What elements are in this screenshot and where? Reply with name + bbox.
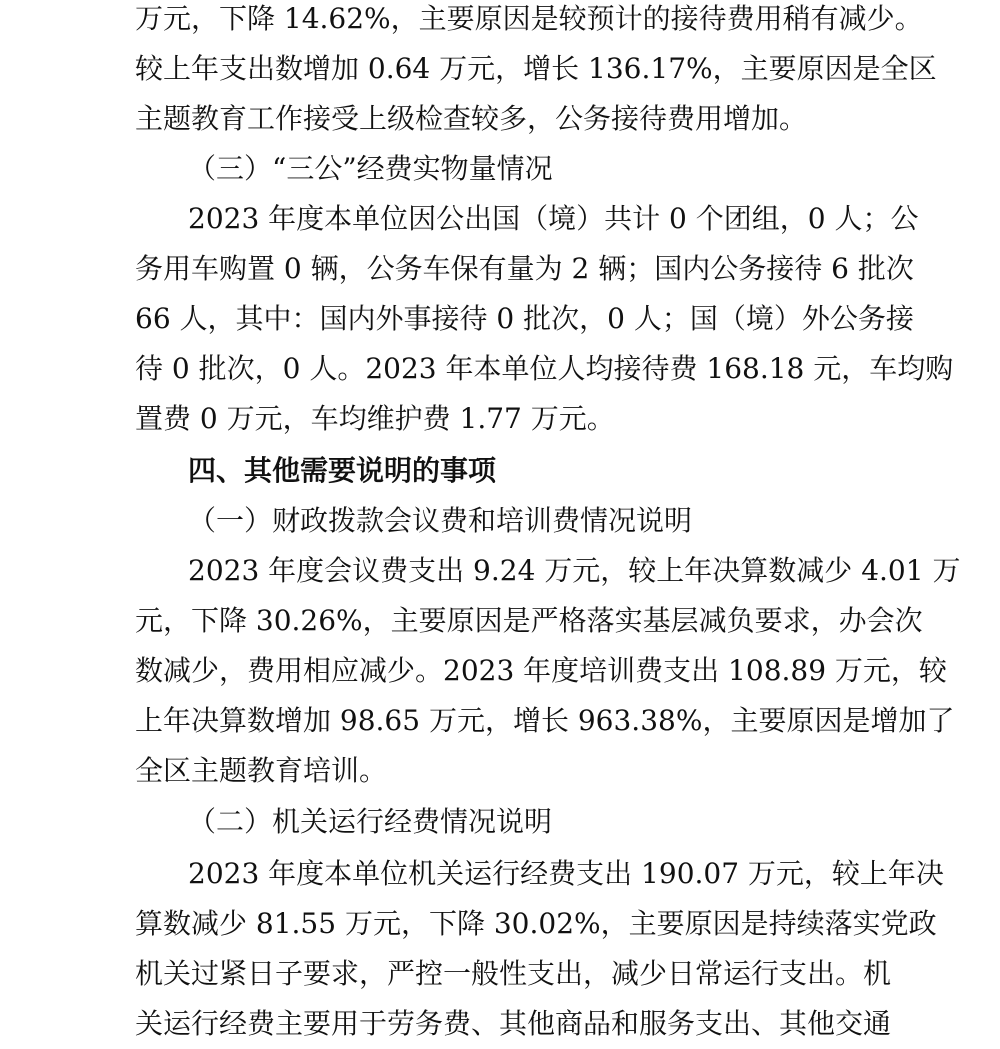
subsection-heading: （二）机关运行经费情况说明 [188,805,553,838]
body-line: 66 人，其中：国内外事接待 0 批次，0 人；国（境）外公务接 [135,302,914,335]
body-line: 待 0 批次，0 人。2023 年本单位人均接待费 168.18 元，车均购 [135,352,954,385]
subsection-heading: （一）财政拨款会议费和培训费情况说明 [188,504,693,537]
body-line: 2023 年度本单位机关运行经费支出 190.07 万元，较上年决 [188,857,944,890]
body-line: 机关过紧日子要求，严控一般性支出，减少日常运行支出。机 [135,957,892,990]
body-line: 主题教育工作接受上级检查较多，公务接待费用增加。 [135,102,808,135]
body-line: 元，下降 30.26%，主要原因是严格落实基层减负要求，办会次 [135,604,923,637]
body-line: 关运行经费主要用于劳务费、其他商品和服务支出、其他交通 [135,1007,892,1040]
section-heading: 四、其他需要说明的事项 [188,454,497,487]
body-line: 上年决算数增加 98.65 万元，增长 963.38%，主要原因是增加了 [135,704,955,737]
body-line: 全区主题教育培训。 [135,754,388,787]
body-line: 2023 年度会议费支出 9.24 万元，较上年决算数减少 4.01 万 [188,554,961,587]
body-line: 万元，下降 14.62%，主要原因是较预计的接待费用稍有减少。 [135,2,923,35]
body-line: 务用车购置 0 辆，公务车保有量为 2 辆；国内公务接待 6 批次 [135,252,914,285]
subsection-heading: （三）“三公”经费实物量情况 [188,152,553,185]
body-line: 较上年支出数增加 0.64 万元，增长 136.17%，主要原因是全区 [135,52,937,85]
body-line: 2023 年度本单位因公出国（境）共计 0 个团组，0 人；公 [188,202,919,235]
body-line: 数减少，费用相应减少。2023 年度培训费支出 108.89 万元，较 [135,654,947,687]
body-line: 置费 0 万元，车均维护费 1.77 万元。 [135,402,615,435]
body-line: 算数减少 81.55 万元，下降 30.02%，主要原因是持续落实党政 [135,907,937,940]
